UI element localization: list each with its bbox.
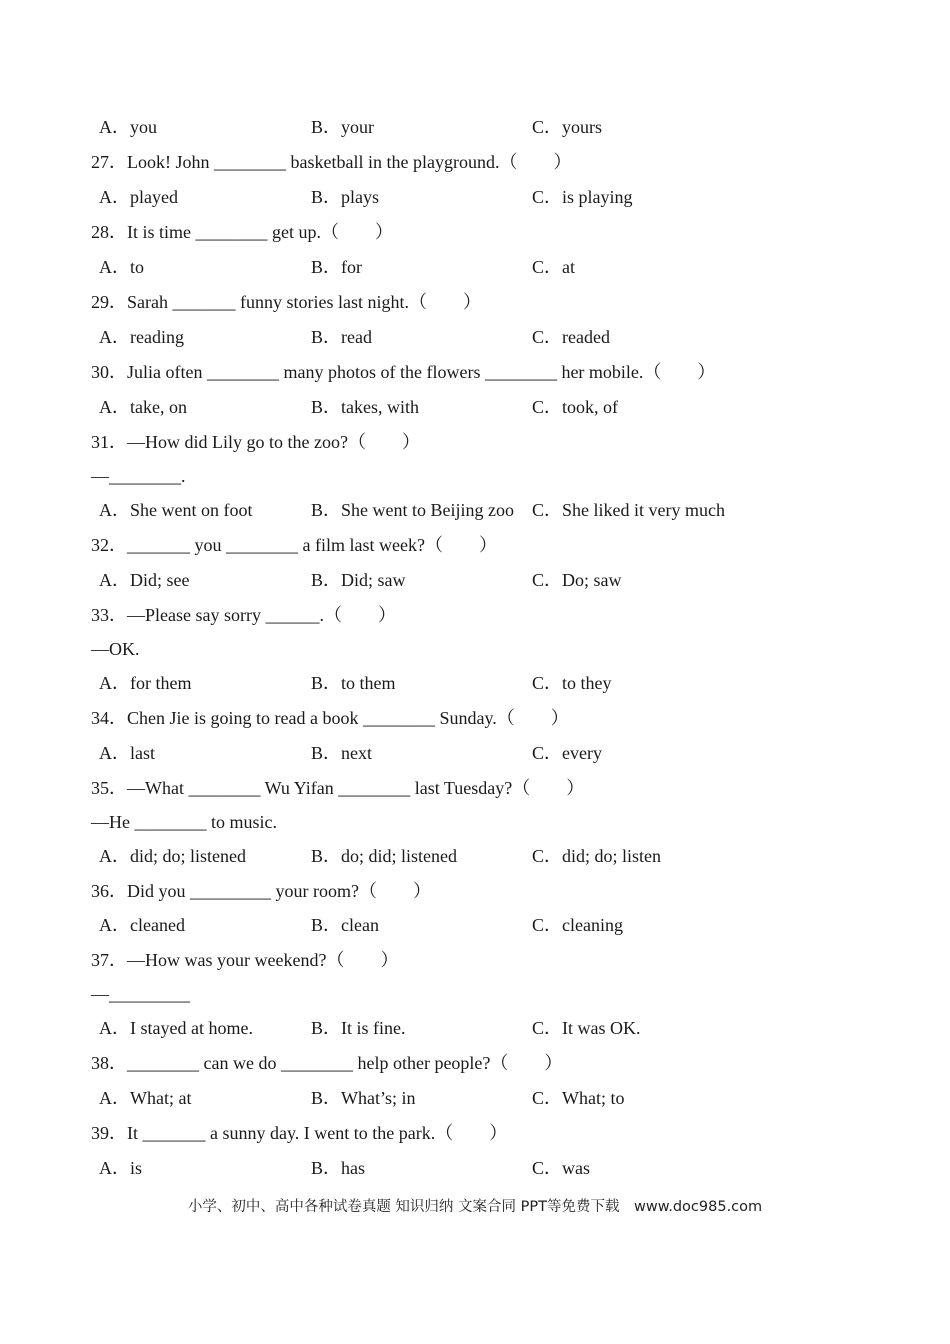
question-text: 31．—How did Lily go to the zoo?（ ） bbox=[91, 432, 420, 452]
options-row bbox=[0, 322, 950, 352]
option-a: A．played bbox=[99, 187, 178, 207]
question-text: 27．Look! John ________ basketball in the playground.（ ） bbox=[91, 152, 572, 172]
dialogue-text: —OK. bbox=[91, 639, 140, 659]
option-b: B．your bbox=[311, 117, 374, 137]
options-row bbox=[0, 738, 950, 768]
option-a: A．is bbox=[99, 1158, 143, 1178]
question-line bbox=[0, 287, 950, 317]
dialogue-line bbox=[0, 807, 950, 837]
question-text: 32．_______ you ________ a film last week?（ ） bbox=[91, 535, 497, 555]
options-row bbox=[0, 1153, 950, 1183]
option-a: A．last bbox=[99, 743, 155, 763]
option-c: C．cleaning bbox=[532, 915, 623, 935]
option-a: A．Did; see bbox=[99, 570, 190, 590]
option-b: B．She went to Beijing zoo bbox=[311, 500, 514, 520]
question-line bbox=[0, 876, 950, 906]
option-a: A．take, on bbox=[99, 397, 187, 417]
option-b: B．next bbox=[311, 743, 372, 763]
question-text: 30．Julia often ________ many photos of the flowers ________ her mobile.（ ） bbox=[91, 362, 716, 382]
option-b: B．read bbox=[311, 327, 372, 347]
dialogue-text: —He ________ to music. bbox=[91, 812, 277, 832]
option-a: A．She went on foot bbox=[99, 500, 253, 520]
question-line bbox=[0, 530, 950, 560]
question-text: 35．—What ________ Wu Yifan ________ last Tuesday?（ ） bbox=[91, 778, 585, 798]
option-a: A．I stayed at home. bbox=[99, 1018, 253, 1038]
option-c: C．is playing bbox=[532, 187, 633, 207]
option-b: B．do; did; listened bbox=[311, 846, 457, 866]
options-row bbox=[0, 841, 950, 871]
question-line bbox=[0, 1118, 950, 1148]
option-b: B．has bbox=[311, 1158, 365, 1178]
option-a: A．you bbox=[99, 117, 157, 137]
option-b: B．What’s; in bbox=[311, 1088, 416, 1108]
option-a: A．to bbox=[99, 257, 144, 277]
option-b: B．takes, with bbox=[311, 397, 419, 417]
option-b: B．for bbox=[311, 257, 362, 277]
option-b: B．to them bbox=[311, 673, 396, 693]
dialogue-text: —_________ bbox=[91, 984, 190, 1004]
option-c: C．readed bbox=[532, 327, 610, 347]
option-a: A．for them bbox=[99, 673, 192, 693]
question-text: 29．Sarah _______ funny stories last night.（ ） bbox=[91, 292, 481, 312]
dialogue-line bbox=[0, 634, 950, 664]
options-row bbox=[0, 252, 950, 282]
option-a: A．What; at bbox=[99, 1088, 192, 1108]
option-a: A．did; do; listened bbox=[99, 846, 246, 866]
option-b: B．Did; saw bbox=[311, 570, 406, 590]
footer-banner: 小学、初中、高中各种试卷真题 知识归纳 文案合同 PPT等免费下载 www.doc985.com bbox=[187, 1199, 763, 1215]
question-line bbox=[0, 217, 950, 247]
option-c: C．at bbox=[532, 257, 575, 277]
dialogue-line bbox=[0, 461, 950, 491]
option-b: B．It is fine. bbox=[311, 1018, 406, 1038]
question-line bbox=[0, 427, 950, 457]
options-row bbox=[0, 495, 950, 525]
question-text: 36．Did you _________ your room?（ ） bbox=[91, 881, 431, 901]
question-line bbox=[0, 357, 950, 387]
question-line bbox=[0, 703, 950, 733]
option-c: C．was bbox=[532, 1158, 590, 1178]
option-c: C．She liked it very much bbox=[532, 500, 725, 520]
option-c: C．It was OK. bbox=[532, 1018, 641, 1038]
options-row bbox=[0, 668, 950, 698]
question-text: 37．—How was your weekend?（ ） bbox=[91, 950, 399, 970]
option-c: C．did; do; listen bbox=[532, 846, 662, 866]
question-line bbox=[0, 945, 950, 975]
option-c: C．yours bbox=[532, 117, 603, 137]
question-text: 38．________ can we do ________ help other people?（ ） bbox=[91, 1053, 563, 1073]
options-row bbox=[0, 565, 950, 595]
question-text: 33．—Please say sorry ______.（ ） bbox=[91, 605, 396, 625]
question-text: 39．It _______ a sunny day. I went to the park.（ ） bbox=[91, 1123, 508, 1143]
options-row bbox=[0, 910, 950, 940]
question-line bbox=[0, 600, 950, 630]
dialogue-line bbox=[0, 979, 950, 1009]
question-line bbox=[0, 147, 950, 177]
options-row bbox=[0, 112, 950, 142]
options-row bbox=[0, 1013, 950, 1043]
question-text: 28．It is time ________ get up.（ ） bbox=[91, 222, 393, 242]
question-line bbox=[0, 1048, 950, 1078]
option-c: C．every bbox=[532, 743, 602, 763]
option-c: C．What; to bbox=[532, 1088, 625, 1108]
option-b: B．plays bbox=[311, 187, 380, 207]
option-c: C．Do; saw bbox=[532, 570, 622, 590]
option-a: A．cleaned bbox=[99, 915, 185, 935]
option-b: B．clean bbox=[311, 915, 379, 935]
question-text: 34．Chen Jie is going to read a book ________ Sunday.（ ） bbox=[91, 708, 569, 728]
options-row bbox=[0, 1083, 950, 1113]
option-a: A．reading bbox=[99, 327, 184, 347]
question-line bbox=[0, 773, 950, 803]
options-row bbox=[0, 392, 950, 422]
options-row bbox=[0, 182, 950, 212]
dialogue-text: —________. bbox=[91, 466, 186, 486]
option-c: C．took, of bbox=[532, 397, 619, 417]
option-c: C．to they bbox=[532, 673, 612, 693]
